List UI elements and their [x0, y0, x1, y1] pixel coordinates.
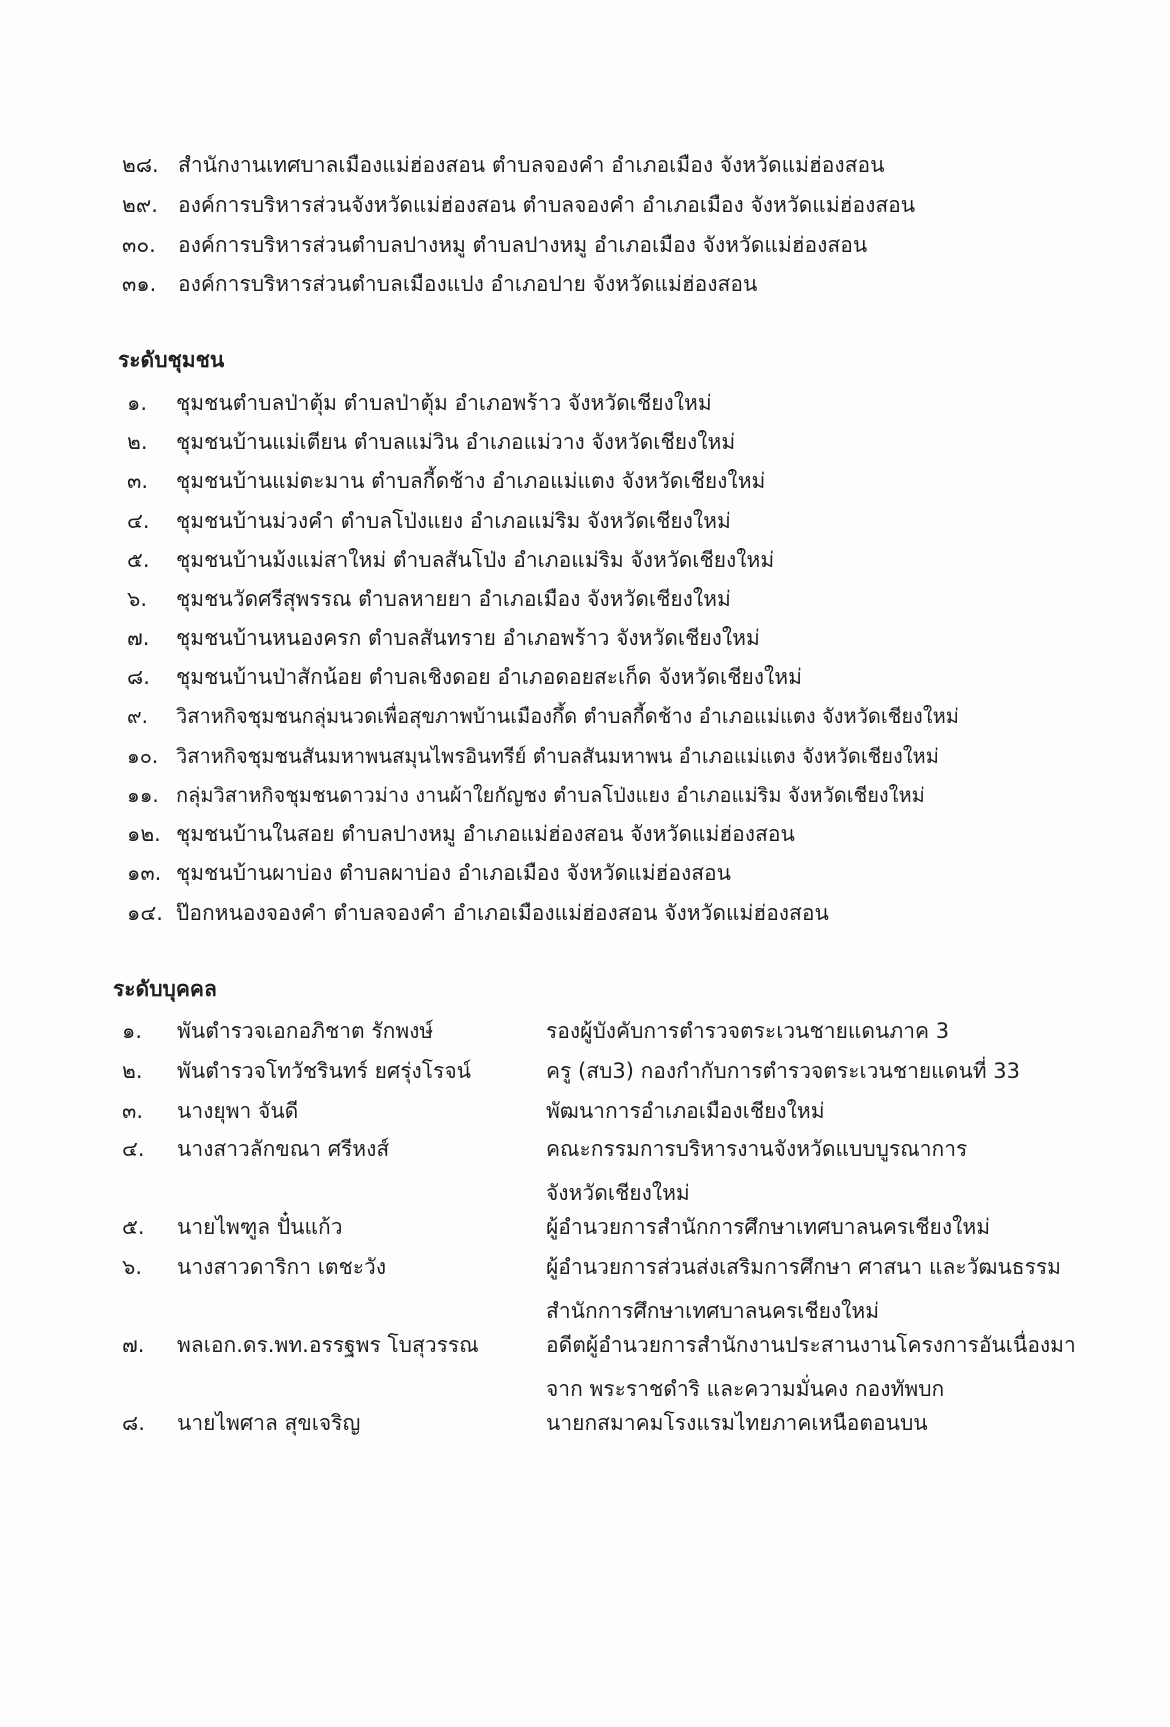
- item-number: ๗.: [127, 626, 150, 650]
- person-position: นายกสมาคมโรงแรมไทยภาคเหนือตอนบน: [546, 1411, 928, 1435]
- item-number: ๑.: [122, 1019, 143, 1043]
- item-number: ๙.: [127, 704, 149, 728]
- item-text: วิสาหกิจชุมชนกลุ่มนวดเพื่อสุขภาพบ้านเมืองกึ้ด ตำบลกี้ดช้าง อำเภอแม่แตง จังหวัดเชียงใหม่: [176, 704, 959, 728]
- person-position: อดีตผู้อำนวยการสำนักงานประสานงานโครงการอันเนื่องมาจาก พระราชดำริ และความมั่นคง กองทัพบก: [546, 1333, 1076, 1401]
- item-number: ๑.: [127, 391, 148, 415]
- item-number: ๒.: [127, 430, 148, 454]
- item-number: ๖.: [127, 587, 148, 611]
- person-name: นางสาวลักขณา ศรีหงส์: [177, 1137, 390, 1161]
- item-number: ๕.: [127, 548, 150, 572]
- item-number: ๔.: [127, 509, 150, 533]
- item-number: ๘.: [122, 1411, 145, 1435]
- person-position: ผู้อำนวยการส่วนส่งเสริมการศึกษา ศาสนา และวัฒนธรรม สำนักการศึกษาเทศบาลนครเชียงใหม่: [546, 1255, 1062, 1323]
- item-text: ชุมชนบ้านในสอย ตำบลปางหมู อำเภอแม่ฮ่องสอน จังหวัดแม่ฮ่องสอน: [176, 822, 795, 846]
- item-number: ๓.: [127, 469, 149, 493]
- item-text: องค์การบริหารส่วนจังหวัดแม่ฮ่องสอน ตำบลจองคำ อำเภอเมือง จังหวัดแม่ฮ่องสอน: [178, 193, 916, 217]
- item-number: ๒๘.: [122, 153, 159, 177]
- item-text: ป๊อกหนองจองคำ ตำบลจองคำ อำเภอเมืองแม่ฮ่องสอน จังหวัดแม่ฮ่องสอน: [176, 901, 829, 925]
- item-number: ๖.: [122, 1255, 143, 1279]
- person-name: นายไพฑูล ปั๋นแก้ว: [177, 1215, 343, 1239]
- item-number: ๔.: [122, 1137, 145, 1161]
- item-number: ๑๒.: [127, 822, 161, 846]
- person-position: รองผู้บังคับการตำรวจตระเวนชายแดนภาค 3: [546, 1019, 950, 1043]
- item-text: สำนักงานเทศบาลเมืองแม่ฮ่องสอน ตำบลจองคำ อำเภอเมือง จังหวัดแม่ฮ่องสอน: [178, 153, 885, 177]
- item-number: ๓๐.: [122, 233, 156, 257]
- item-text: องค์การบริหารส่วนตำบลเมืองแปง อำเภอปาย จังหวัดแม่ฮ่องสอน: [178, 272, 758, 296]
- person-position: ผู้อำนวยการสำนักการศึกษาเทศบาลนครเชียงใหม่: [546, 1215, 991, 1239]
- item-text: ชุมชนบ้านแม่เตียน ตำบลแม่วิน อำเภอแม่วาง จังหวัดเชียงใหม่: [176, 430, 736, 454]
- person-position: พัฒนาการอำเภอเมืองเชียงใหม่: [546, 1099, 825, 1123]
- item-number: ๑๐.: [127, 744, 159, 768]
- item-number: ๗.: [122, 1333, 145, 1357]
- item-number: ๓๑.: [122, 272, 157, 296]
- person-name: พลเอก.ดร.พท.อรรฐพร โบสุวรรณ: [177, 1333, 479, 1357]
- item-number: ๕.: [122, 1215, 145, 1239]
- person-name: นางยุพา จันดี: [177, 1099, 299, 1123]
- item-text: ชุมชนบ้านผาบ่อง ตำบลผาบ่อง อำเภอเมือง จังหวัดแม่ฮ่องสอน: [176, 861, 732, 885]
- item-text: ชุมชนตำบลป่าตุ้ม ตำบลป่าตุ้ม อำเภอพร้าว จังหวัดเชียงใหม่: [176, 391, 712, 415]
- item-text: วิสาหกิจชุมชนสันมหาพนสมุนไพรอินทรีย์ ตำบลสันมหาพน อำเภอแม่แตง จังหวัดเชียงใหม่: [176, 744, 939, 768]
- item-text: กลุ่มวิสาหกิจชุมชนดาวม่าง งานผ้าใยกัญชง ตำบลโป่งแยง อำเภอแม่ริม จังหวัดเชียงใหม่: [176, 783, 925, 807]
- person-name: พันตำรวจโทวัชรินทร์ ยศรุ่งโรจน์: [177, 1059, 471, 1083]
- section-heading-individual: ระดับบุคคล: [113, 977, 217, 1001]
- section-heading-community: ระดับชุมชน: [118, 348, 225, 372]
- item-number: ๓.: [122, 1099, 144, 1123]
- item-text: ชุมชนบ้านม้งแม่สาใหม่ ตำบลสันโป่ง อำเภอแม่ริม จังหวัดเชียงใหม่: [176, 548, 775, 572]
- item-number: ๒.: [122, 1059, 143, 1083]
- item-number: ๑๔.: [127, 901, 163, 925]
- item-text: ชุมชนบ้านแม่ตะมาน ตำบลกี้ดช้าง อำเภอแม่แตง จังหวัดเชียงใหม่: [176, 469, 766, 493]
- item-text: ชุมชนวัดศรีสุพรรณ ตำบลหายยา อำเภอเมือง จังหวัดเชียงใหม่: [176, 587, 731, 611]
- person-name: นายไพศาล สุขเจริญ: [177, 1411, 361, 1435]
- item-number: ๘.: [127, 665, 150, 689]
- item-text: ชุมชนบ้านม่วงคำ ตำบลโป่งแยง อำเภอแม่ริม จังหวัดเชียงใหม่: [176, 509, 731, 533]
- person-position: ครู (สบ3) กองกำกับการตำรวจตระเวนชายแดนที่ 33: [546, 1059, 1020, 1083]
- item-text: องค์การบริหารส่วนตำบลปางหมู ตำบลปางหมู อำเภอเมือง จังหวัดแม่ฮ่องสอน: [178, 233, 868, 257]
- item-text: ชุมชนบ้านป่าสักน้อย ตำบลเชิงดอย อำเภอดอยสะเก็ด จังหวัดเชียงใหม่: [176, 665, 802, 689]
- person-name: นางสาวดาริกา เตชะวัง: [177, 1255, 387, 1279]
- person-name: พันตำรวจเอกอภิชาต รักพงษ์: [177, 1019, 434, 1043]
- item-text: ชุมชนบ้านหนองครก ตำบลสันทราย อำเภอพร้าว จังหวัดเชียงใหม่: [176, 626, 760, 650]
- item-number: ๒๙.: [122, 193, 158, 217]
- item-number: ๑๑.: [127, 783, 159, 807]
- item-number: ๑๓.: [127, 861, 162, 885]
- person-position: คณะกรรมการบริหารงานจังหวัดแบบบูรณาการ จังหวัดเชียงใหม่: [546, 1137, 968, 1205]
